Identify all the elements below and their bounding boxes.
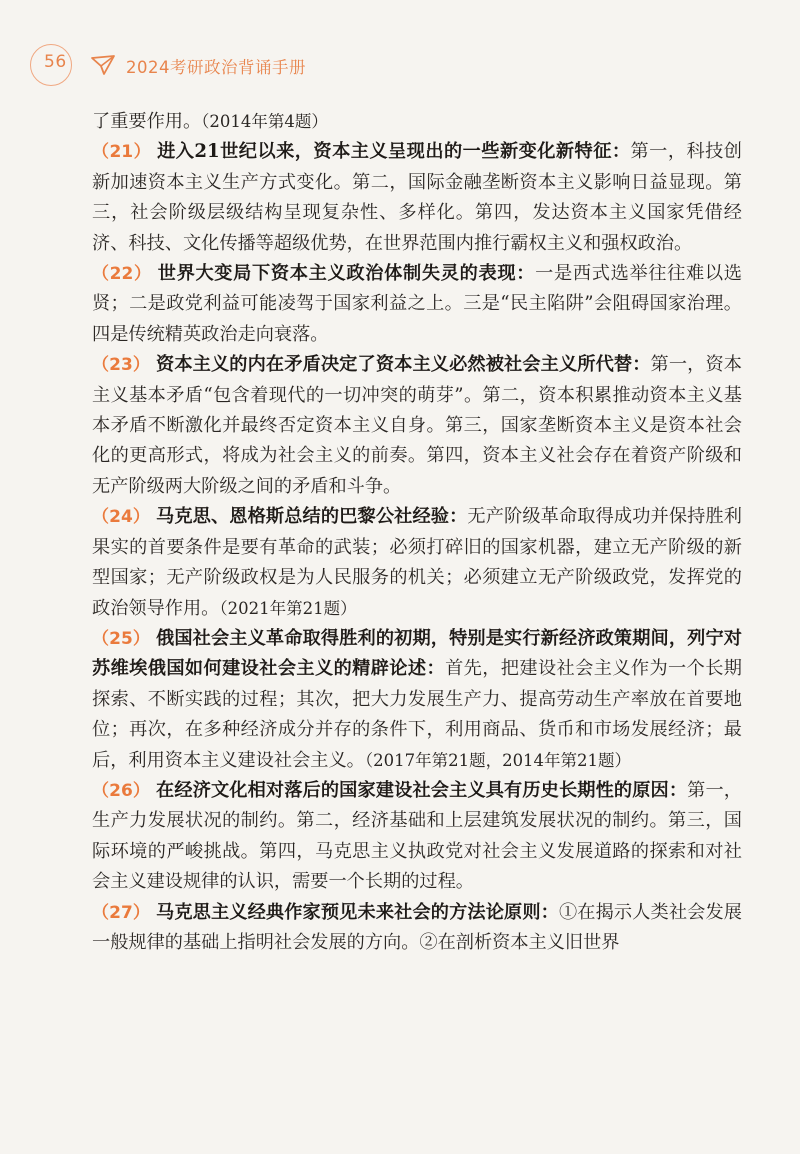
item-heading: 在经济文化相对落后的国家建设社会主义具有历史长期性的原因： xyxy=(156,779,688,801)
exam-reference: （2021年第21题） xyxy=(219,598,357,618)
item-number: （23） xyxy=(92,355,151,376)
item-number: （26） xyxy=(92,780,151,801)
item-number: （24） xyxy=(92,507,151,528)
item-23 xyxy=(92,350,742,502)
intro-paragraph xyxy=(92,107,742,137)
page-header xyxy=(30,44,770,88)
item-25 xyxy=(92,624,742,776)
item-heading: 世界大变局下资本主义政治体制失灵的表现： xyxy=(157,263,536,285)
item-27 xyxy=(92,898,742,959)
item-21 xyxy=(92,137,742,259)
exam-reference: （2017年第21题，2014年第21题） xyxy=(364,750,632,770)
item-heading: 马克思主义经典作家预见未来社会的方法论原则： xyxy=(156,901,559,923)
page-content xyxy=(92,107,742,958)
item-22 xyxy=(92,259,742,350)
page-number-badge xyxy=(30,44,74,88)
page-number: 56 xyxy=(44,52,67,72)
item-26 xyxy=(92,776,742,898)
paper-plane-icon xyxy=(90,54,116,76)
item-number: （27） xyxy=(92,902,151,923)
item-heading: 马克思、恩格斯总结的巴黎公社经验： xyxy=(156,506,468,528)
item-heading: 资本主义的内在矛盾决定了资本主义必然被社会主义所代替： xyxy=(156,354,651,376)
item-24 xyxy=(92,502,742,624)
item-number: （22） xyxy=(92,264,152,285)
item-body: 第一，资本主义基本矛盾“包含着现代的一切冲突的萌芽”。第二，资本积累推动资本主义基本矛盾不断激化并最终否定资本主义自身。第三，国家垄断资本主义是资本社会化的更高形式，将成为社会主义的前奏。第四，资本主义社会存在着资产阶级和无产阶级两大阶级之间的矛盾和斗争。 xyxy=(92,354,742,497)
item-heading: 进入21世纪以来，资本主义呈现出的一些新变化新特征： xyxy=(157,141,631,163)
item-number: （21） xyxy=(92,142,152,163)
item-body: 第一，科技创新加速资本主义生产方式变化。第二，国际金融垄断资本主义影响日益显现。第三，社会阶级层级结构呈现复杂性、多样化。第四，发达资本主义国家凭借经济、科技、文化传播等超级优势，在世界范围内推行霸权主义和强权政治。 xyxy=(92,141,742,254)
book-title: 2024考研政治背诵手册 xyxy=(126,58,306,77)
item-body: 无产阶级革命取得成功并保持胜利果实的首要条件是要有革命的武装；必须打碎旧的国家机器，建立无产阶级的新型国家；无产阶级政权是为人民服务的机关；必须建立无产阶级政党，发挥党的政治领导作用。 xyxy=(92,506,742,619)
item-body: 一是西式选举往往难以选贤；二是政党利益可能凌驾于国家利益之上。三是“民主陷阱”会阻碍国家治理。四是传统精英政治走向衰落。 xyxy=(92,263,742,345)
intro-text: 了重要作用。 xyxy=(92,111,202,132)
item-heading: 俄国社会主义革命取得胜利的初期，特别是实行新经济政策期间，列宁对苏维埃俄国如何建设社会主义的精辟论述： xyxy=(92,627,742,680)
item-body: 首先，把建设社会主义作为一个长期探索、不断实践的过程；其次，把大力发展生产力、提高劳动生产率放在首要地位；再次，在多种经济成分并存的条件下，利用商品、货币和市场发展经济；最后，利用资本主义建设社会主义。 xyxy=(92,658,742,771)
exam-reference: （2014年第4题） xyxy=(201,112,328,131)
item-body: 第一，生产力发展状况的制约。第二，经济基础和上层建筑发展状况的制约。第三，国际环境的严峻挑战。第四，马克思主义执政党对社会主义发展道路的探索和对社会主义建设规律的认识，需要一个长期的过程。 xyxy=(92,779,742,893)
item-number: （25） xyxy=(92,628,151,649)
item-body: ①在揭示人类社会发展一般规律的基础上指明社会发展的方向。②在剖析资本主义旧世界 xyxy=(92,901,742,953)
